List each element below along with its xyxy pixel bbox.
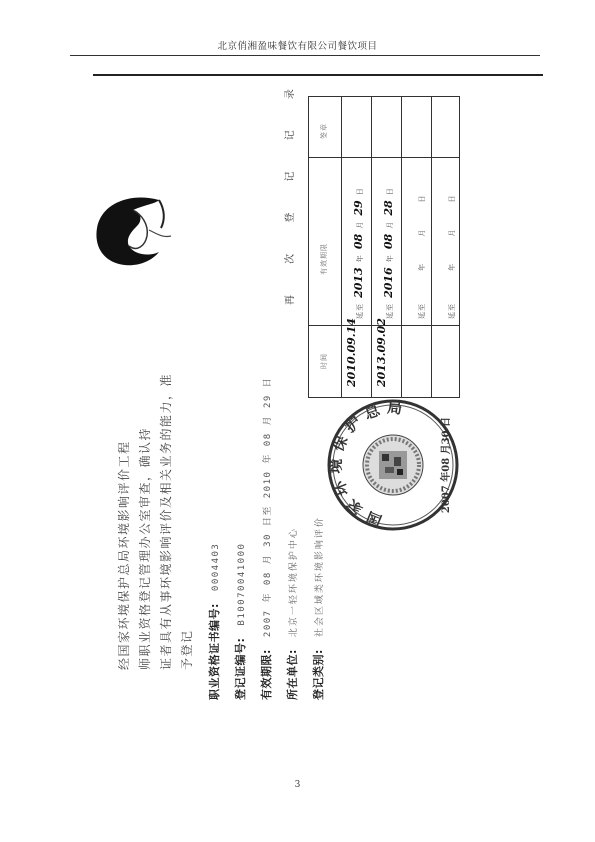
unit-row — [281, 527, 300, 700]
cert-no-label: 职业资格证书编号: — [208, 603, 221, 700]
valid-row — [255, 377, 274, 700]
reg-no-value: B10070041000 — [237, 542, 247, 626]
cert-no-value: 0004403 — [211, 542, 221, 592]
table-divider — [341, 97, 342, 397]
page-header: 北京俏湘盈味餐饮有限公司餐饮项目 — [217, 41, 378, 52]
cert-no-row — [203, 543, 222, 700]
seal-date: 2007 年08 月30 日 — [441, 416, 452, 514]
row-period: 延至 2016 年 08 月 28 日 — [382, 187, 395, 319]
col-period-header: 有效期限 — [320, 243, 328, 275]
intro-line-4: 予登记 — [180, 629, 194, 670]
row-period: 延至 年 月 日 — [448, 194, 456, 319]
official-seal — [323, 395, 463, 535]
registration-title: 再 次 登 记 记 录 — [285, 75, 296, 305]
type-row — [307, 516, 326, 700]
scan-edge — [93, 74, 543, 76]
valid-value: 2007 年 08 月 30 日至 2010 年 08 月 29 日 — [263, 376, 273, 638]
page-number: 3 — [294, 780, 301, 790]
unit-value: 北京一轻环境保护中心 — [289, 527, 299, 638]
intro-line-2: 师职业资格登记管理办公室审查，确认持 — [138, 426, 152, 670]
header-rule — [70, 55, 540, 56]
reg-no-row — [229, 543, 248, 700]
reg-no-label: 登记证编号: — [234, 637, 247, 700]
portrait-photo — [89, 190, 179, 270]
table-divider — [309, 157, 459, 158]
table-divider — [431, 97, 432, 397]
intro-line-1: 经国家环境保护总局环境影响评价工程 — [117, 440, 131, 670]
row-period: 延至 年 月 日 — [418, 194, 426, 319]
unit-label: 所在单位: — [286, 649, 299, 700]
table-divider — [401, 97, 402, 397]
seal-arc-text: 国家环境保护总局 — [326, 398, 409, 531]
row-time: 2013.09.02 — [375, 318, 388, 387]
col-seal-header: 签章 — [320, 123, 328, 139]
row-period: 延至 2013 年 08 月 29 日 — [352, 187, 365, 319]
table-divider — [371, 97, 372, 397]
intro-line-3: 证者具有从事环境影响评价及相关业务的能力，准 — [159, 372, 173, 670]
valid-label: 有效期限: — [260, 649, 273, 700]
type-label: 登记类别: — [312, 649, 325, 700]
registration-table — [308, 96, 460, 398]
row-time: 2010.09.14 — [345, 318, 358, 387]
type-value: 社会区域类环境影响评价 — [315, 516, 325, 638]
certificate-scan — [83, 70, 543, 710]
col-time-header: 时间 — [320, 353, 328, 369]
